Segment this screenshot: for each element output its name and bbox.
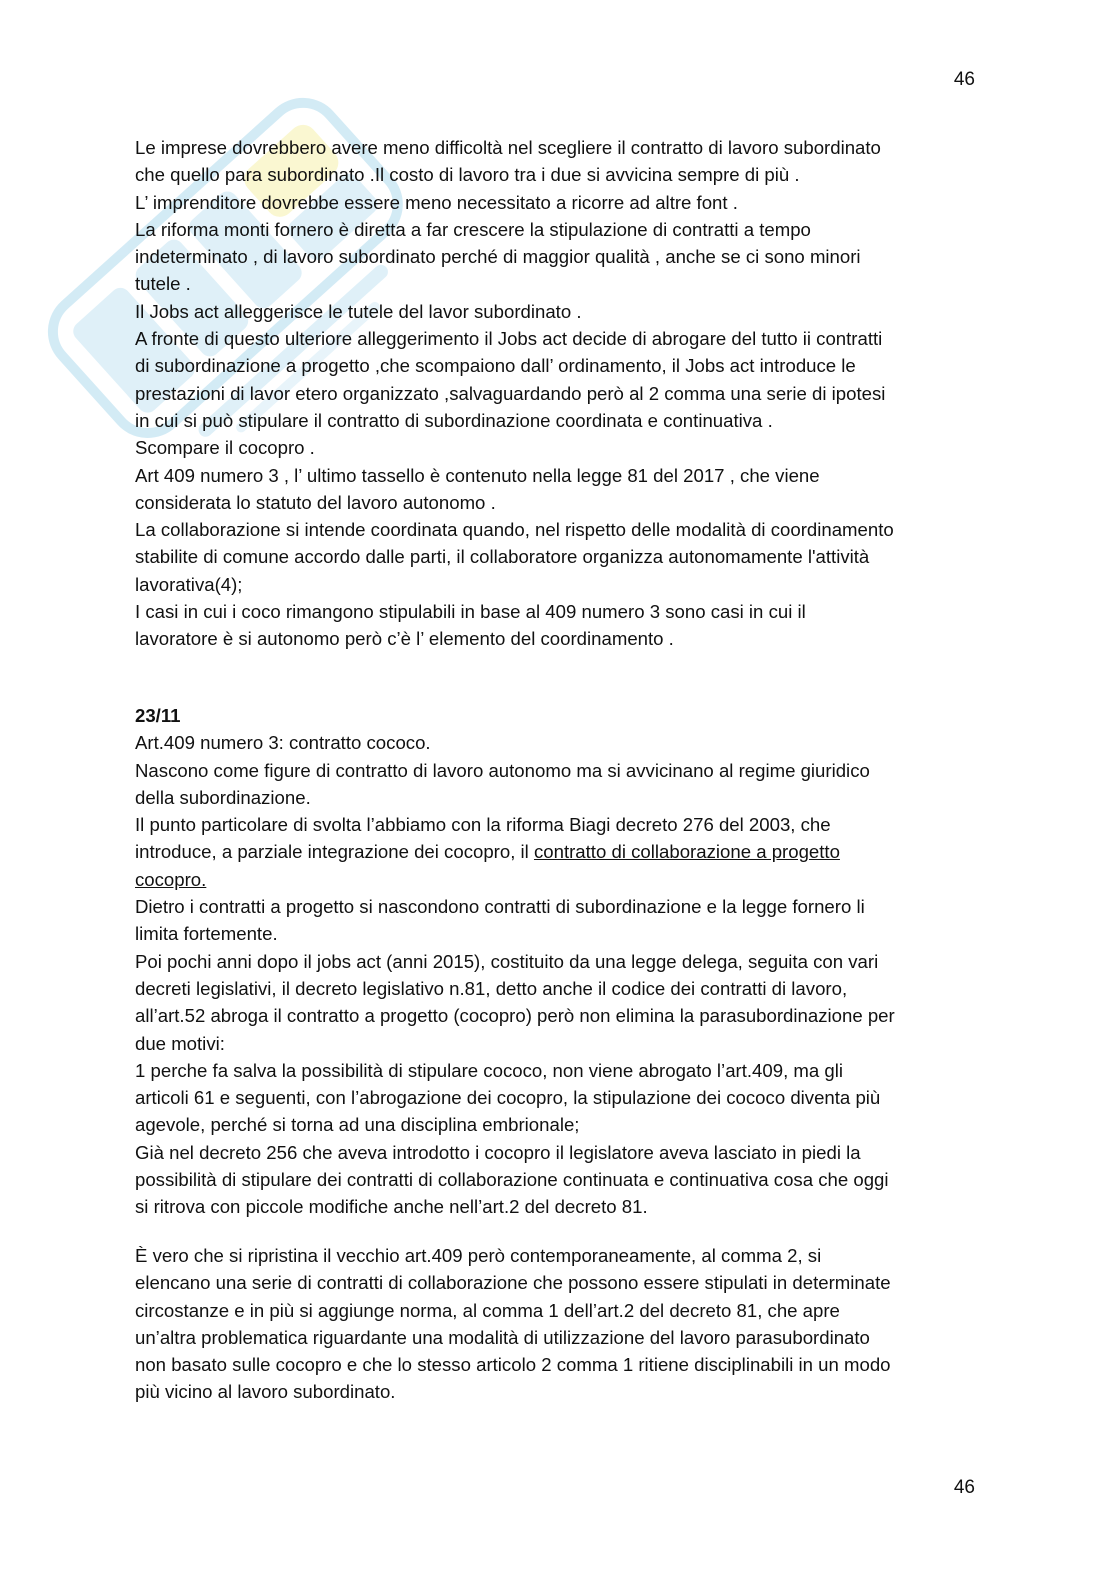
text-line: stabilite di comune accordo dalle parti, il collaboratore organizza autonomamente l'attività [135, 546, 870, 568]
text-line: circostanze e in più si aggiunge norma, al comma 1 dell’art.2 del decreto 81, che apre [135, 1299, 840, 1321]
text-line: Già nel decreto 256 che aveva introdotto i cocopro il legislatore aveva lasciato in piedi la [135, 1141, 861, 1163]
text-block-1 [135, 134, 985, 653]
text-line: La collaborazione si intende coordinata quando, nel rispetto delle modalità di coordinamento [135, 519, 894, 541]
text-line: 1 perche fa salva la possibilità di stipulare cococo, non viene abrogato l’art.409, ma gli [135, 1059, 844, 1081]
text-line: di subordinazione a progetto ,che scompaiono dall’ ordinamento, il Jobs act introduce le [135, 355, 856, 377]
page-number-bottom: 46 [953, 1477, 975, 1498]
text-line: considerata lo statuto del lavoro autonomo . [135, 491, 496, 513]
text-line: possibilità di stipulare dei contratti di collaborazione continuata e continuativa cosa che oggi [135, 1169, 889, 1191]
text-line: all’art.52 abroga il contratto a progetto (cocopro) però non elimina la parasubordinazione per [135, 1005, 895, 1027]
text-line: agevole, perché si torna ad una disciplina embrionale; [135, 1114, 580, 1136]
underlined-term-continuation: cocopro. [135, 868, 207, 890]
text-line: limita fortemente. [135, 923, 278, 945]
text-line: non basato sulle cocopro e che lo stesso articolo 2 comma 1 ritiene disciplinabili in un modo [135, 1354, 891, 1376]
text-line: Art 409 numero 3 , l’ ultimo tassello è contenuto nella legge 81 del 2017 , che viene [135, 464, 820, 486]
text-line: Il Jobs act alleggerisce le tutele del lavor subordinato . [135, 300, 582, 322]
text-line: È vero che si ripristina il vecchio art.409 però contemporaneamente, al comma 2, si [135, 1245, 822, 1266]
text-block-3 [135, 1242, 985, 1406]
text-line [135, 838, 985, 865]
text-line: elencano una serie di contratti di collaborazione che possono essere stipulati in determinate [135, 1272, 891, 1294]
text-line: Scompare il cocopro . [135, 437, 315, 459]
page-number-top: 46 [953, 69, 975, 90]
text-block-2 [135, 702, 985, 1221]
text-line: Il punto particolare di svolta l’abbiamo con la riforma Biagi decreto 276 del 2003, che [135, 814, 831, 836]
text-line: L’ imprenditore dovrebbe essere meno necessitato a ricorre ad altre font . [135, 191, 738, 213]
text-line: A fronte di questo ulteriore alleggerimento il Jobs act decide di abrogare del tutto ii contratti [135, 328, 883, 350]
text-line: Art.409 numero 3: contratto cococo. [135, 732, 431, 754]
text-line: Nascono come figure di contratto di lavoro autonomo ma si avvicinano al regime giuridico [135, 759, 870, 781]
text-line: articoli 61 e seguenti, con l’abrogazione dei cocopro, la stipulazione dei cococo diventa più [135, 1087, 881, 1109]
text-line: decreti legislativi, il decreto legislativo n.81, detto anche il codice dei contratti di lavoro, [135, 977, 848, 999]
text-line: Poi pochi anni dopo il jobs act (anni 2015), costituito da una legge delega, seguita con vari [135, 950, 879, 972]
underlined-term: contratto di collaborazione a progetto [533, 841, 840, 863]
text-line: lavoratore è si autonomo però c’è l’ elemento del coordinamento . [135, 628, 674, 650]
text-line: due motivi: [135, 1032, 225, 1054]
text-line: in cui si può stipulare il contratto di subordinazione coordinata e continuativa . [135, 409, 773, 431]
text-line: lavorativa(4); [135, 573, 243, 595]
text-line: La riforma monti fornero è diretta a far crescere la stipulazione di contratti a tempo [135, 218, 811, 240]
text-line [135, 866, 985, 893]
text-line: prestazioni di lavor etero organizzato ,salvaguardando però al 2 comma una serie di ipotesi [135, 382, 886, 404]
text-line: indeterminato , di lavoro subordinato perché di maggior qualità , anche se ci sono minori [135, 246, 861, 268]
text-line: più vicino al lavoro subordinato. [135, 1381, 396, 1403]
section-heading-date: 23/11 [135, 705, 181, 726]
text-span: introduce, a parziale integrazione dei cocopro, il [135, 841, 534, 863]
text-line: Dietro i contratti a progetto si nascondono contratti di subordinazione e la legge fornero li [135, 896, 865, 918]
text-line: un’altra problematica riguardante una modalità di utilizzazione del lavoro parasubordinato [135, 1326, 870, 1348]
text-line: che quello para subordinato .Il costo di lavoro tra i due si avvicina sempre di più . [135, 164, 800, 186]
text-line: della subordinazione. [135, 786, 311, 808]
text-line: si ritrova con piccole modifiche anche nell’art.2 del decreto 81. [135, 1196, 648, 1218]
text-line: I casi in cui i coco rimangono stipulabili in base al 409 numero 3 sono casi in cui il [135, 601, 806, 623]
text-line: tutele . [135, 273, 191, 295]
text-line: Le imprese dovrebbero avere meno difficoltà nel scegliere il contratto di lavoro subordinato [135, 137, 881, 158]
